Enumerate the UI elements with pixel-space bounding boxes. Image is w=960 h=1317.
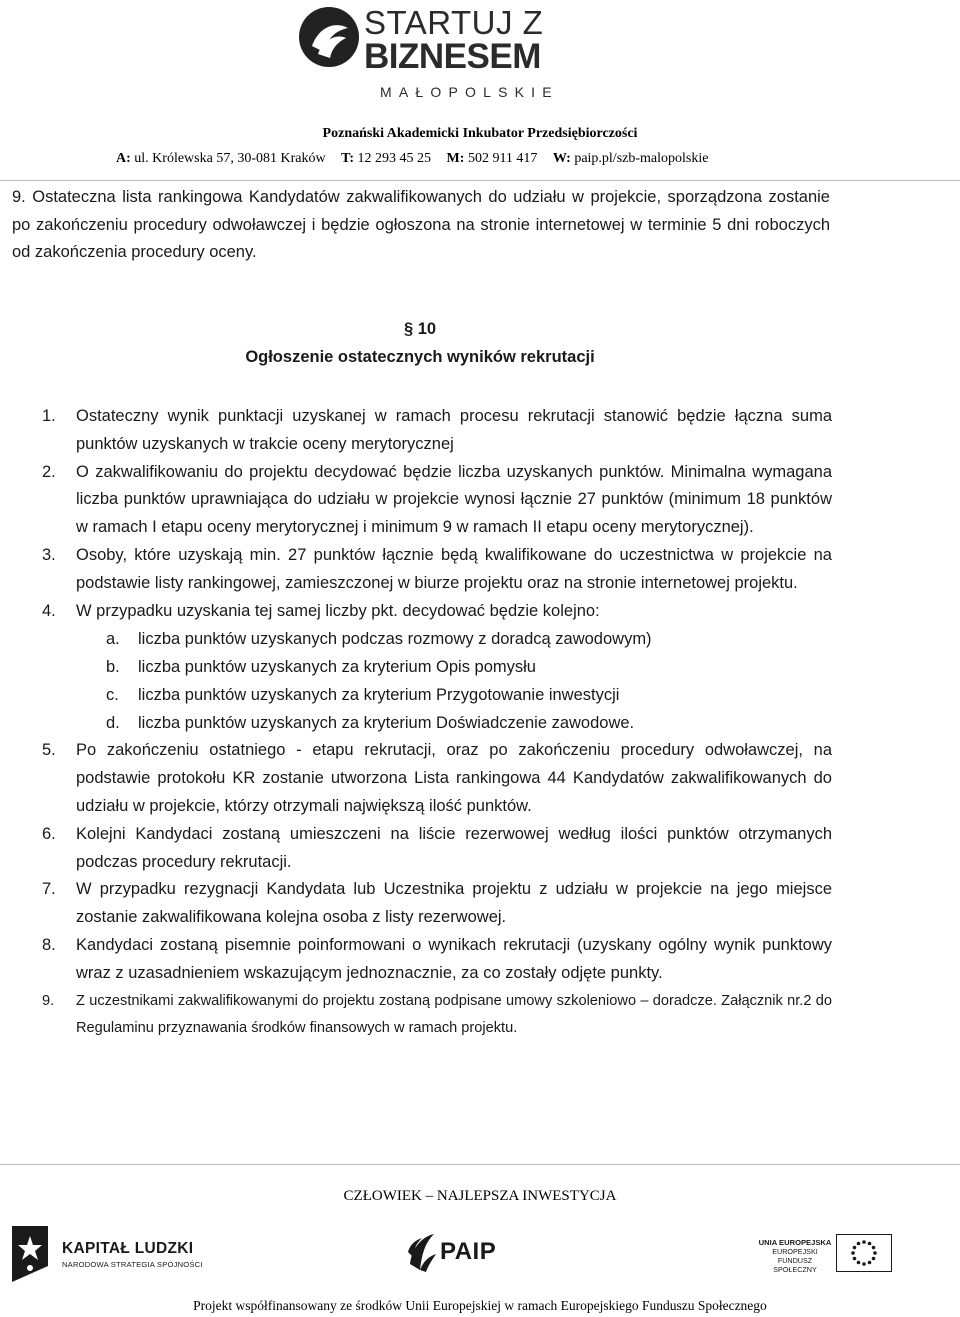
item-number: 2. <box>42 462 56 481</box>
logo-line-3: MAŁOPOLSKIE <box>380 84 559 100</box>
eu-logo <box>758 1232 898 1274</box>
item-text: W przypadku rezygnacji Kandydata lub Uczestnika projektu z udziału w projekcie na jego miejsce zostanie zakwalifikowana kolejna osoba z listy rezerwowej. <box>76 880 832 927</box>
logo-line-2: BIZNESEM <box>364 37 541 76</box>
organization-name: Poznański Akademicki Inkubator Przedsiębiorczości <box>322 126 638 141</box>
paip-logo <box>406 1230 506 1276</box>
eu-line-3: FUNDUSZ SPOŁECZNY <box>773 1256 817 1274</box>
kapital-ludzki-emblem-icon <box>8 1226 56 1282</box>
item-number: 1. <box>42 407 56 425</box>
footer-motto: CZŁOWIEK – NAJLEPSZA INWESTYCJA <box>343 1188 617 1204</box>
paip-emblem-icon <box>406 1230 436 1274</box>
item-text: Ostateczny wynik punktacji uzyskanej w ramach procesu rekrutacji stanowić będzie łączna suma punktów uzyskanych w trakcie oceny merytorycznej <box>76 407 832 453</box>
address-value: ul. Królewska 57, 30-081 Kraków <box>134 151 326 166</box>
item-text: Kolejni Kandydaci zostaną umieszczeni na liście rezerwowej według ilości punktów otrzymanych podczas procedury rekrutacji. <box>76 824 832 871</box>
sub-letter: b. <box>106 658 120 677</box>
item-text: Po zakończeniu ostatniego - etapu rekrutacji, oraz po zakończeniu procedury odwoławczej, na podstawie protokołu KR zostanie utworzona Lista rankingowa 44 Kandydatów zakwalifikowanych do udziału w projekcie, którzy otrzymali największą ilość punktów. <box>76 741 832 815</box>
eu-flag-icon <box>836 1234 892 1272</box>
sub-letter: c. <box>106 686 119 705</box>
list-item <box>42 932 832 988</box>
mobile-value: 502 911 417 <box>467 151 538 166</box>
item-number: 6. <box>42 824 56 843</box>
sub-item <box>82 625 832 653</box>
paip-name: PAIP <box>440 1238 497 1265</box>
item-text: Kandydaci zostaną pisemnie poinformowani o wynikach rekrutacji (uzyskany ogólny wynik punktowy wraz z uzasadnieniem wskazującym jednoznacznie, za co zostały odjęte punkty. <box>76 935 832 982</box>
startuj-z-biznesem-logo <box>298 4 558 104</box>
logo-emblem-icon <box>298 4 360 70</box>
kapital-ludzki-name: KAPITAŁ LUDZKI <box>62 1240 194 1257</box>
contact-line <box>116 151 708 167</box>
phone-label: T: <box>341 151 355 166</box>
kapital-ludzki-logo <box>8 1226 203 1282</box>
footer-divider <box>0 1164 960 1165</box>
sub-letter: d. <box>106 714 120 733</box>
tiebreak-sublist <box>82 625 832 737</box>
phone-value: 12 293 45 25 <box>357 151 432 166</box>
sub-text: liczba punktów uzyskanych podczas rozmowy z doradcą zawodowym) <box>138 630 652 649</box>
kapital-ludzki-subtitle: NARODOWA STRATEGIA SPÓJNOŚCI <box>62 1260 203 1269</box>
list-item <box>42 737 832 820</box>
list-item <box>42 988 832 1042</box>
mobile-label: M: <box>446 151 465 166</box>
item-number: 3. <box>42 545 56 564</box>
sub-text: liczba punktów uzyskanych za kryterium Przygotowanie inwestycji <box>138 686 620 705</box>
web-label: W: <box>552 151 571 166</box>
sub-letter: a. <box>106 630 120 649</box>
sub-item <box>82 709 832 737</box>
list-item <box>42 542 832 598</box>
eu-line-2: EUROPEJSKI <box>772 1247 818 1256</box>
item-text: Z uczestnikami zakwalifikowanymi do projektu zostaną podpisane umowy szkoleniowo – doradcze. Załącznik nr.2 do Regulaminu przyznawania środków finansowych w ramach projektu. <box>76 992 832 1036</box>
cofinancing-note: Projekt współfinansowany ze środków Unii Europejskiej w ramach Europejskiego Funduszu Społecznego <box>193 1298 767 1313</box>
eu-text <box>758 1238 832 1274</box>
item-number: 5. <box>42 741 56 760</box>
list-item <box>42 876 832 932</box>
item-number: 9. <box>42 992 55 1009</box>
intro-paragraph: 9. Ostateczna lista rankingowa Kandydatów zakwalifikowanych do udziału w projekcie, sporządzona zostanie po zakończeniu procedury odwoławczej i będzie ogłoszona na stronie internetowej w terminie 5 dni roboczych od zakończenia procedury oceny. <box>12 188 830 262</box>
list-item <box>42 459 832 542</box>
section-title: Ogłoszenie ostatecznych wyników rekrutacji <box>245 348 595 366</box>
item-text: O zakwalifikowaniu do projektu decydować będzie liczba uzyskanych punktów. Minimalna wymagana liczba punktów uprawniająca do udziału w projekcie wynosi łącznie 27 punktów (minimum 18 punktów w ramach I etapu oceny merytorycznej i minimum 9 w ramach II etapu oceny merytorycznej). <box>76 462 832 537</box>
logo-line-1: STARTUJ Z <box>364 4 544 41</box>
rules-list <box>42 403 832 1042</box>
web-link[interactable]: paip.pl/szb-malopolskie <box>574 151 709 166</box>
item-number: 7. <box>42 880 56 899</box>
section-number: § 10 <box>403 320 437 338</box>
item-number: 8. <box>42 935 56 954</box>
address-label: A: <box>116 151 131 166</box>
list-item <box>42 598 832 738</box>
header-divider <box>0 180 960 181</box>
list-item <box>42 821 832 877</box>
sub-text: liczba punktów uzyskanych za kryterium Opis pomysłu <box>138 658 536 677</box>
list-item <box>42 403 832 459</box>
eu-line-1: UNIA EUROPEJSKA <box>758 1238 832 1247</box>
item-text: Osoby, które uzyskają min. 27 punktów łącznie będą kwalifikowane do uczestnictwa w projekcie na podstawie listy rankingowej, zamieszczonej w biurze projektu oraz na stronie internetowej projektu. <box>76 545 832 592</box>
item-text: W przypadku uzyskania tej samej liczby pkt. decydować będzie kolejno: <box>76 601 600 620</box>
sub-item <box>82 653 832 681</box>
item-number: 4. <box>42 601 56 620</box>
sub-item <box>82 681 832 709</box>
sub-text: liczba punktów uzyskanych za kryterium Doświadczenie zawodowe. <box>138 714 635 733</box>
